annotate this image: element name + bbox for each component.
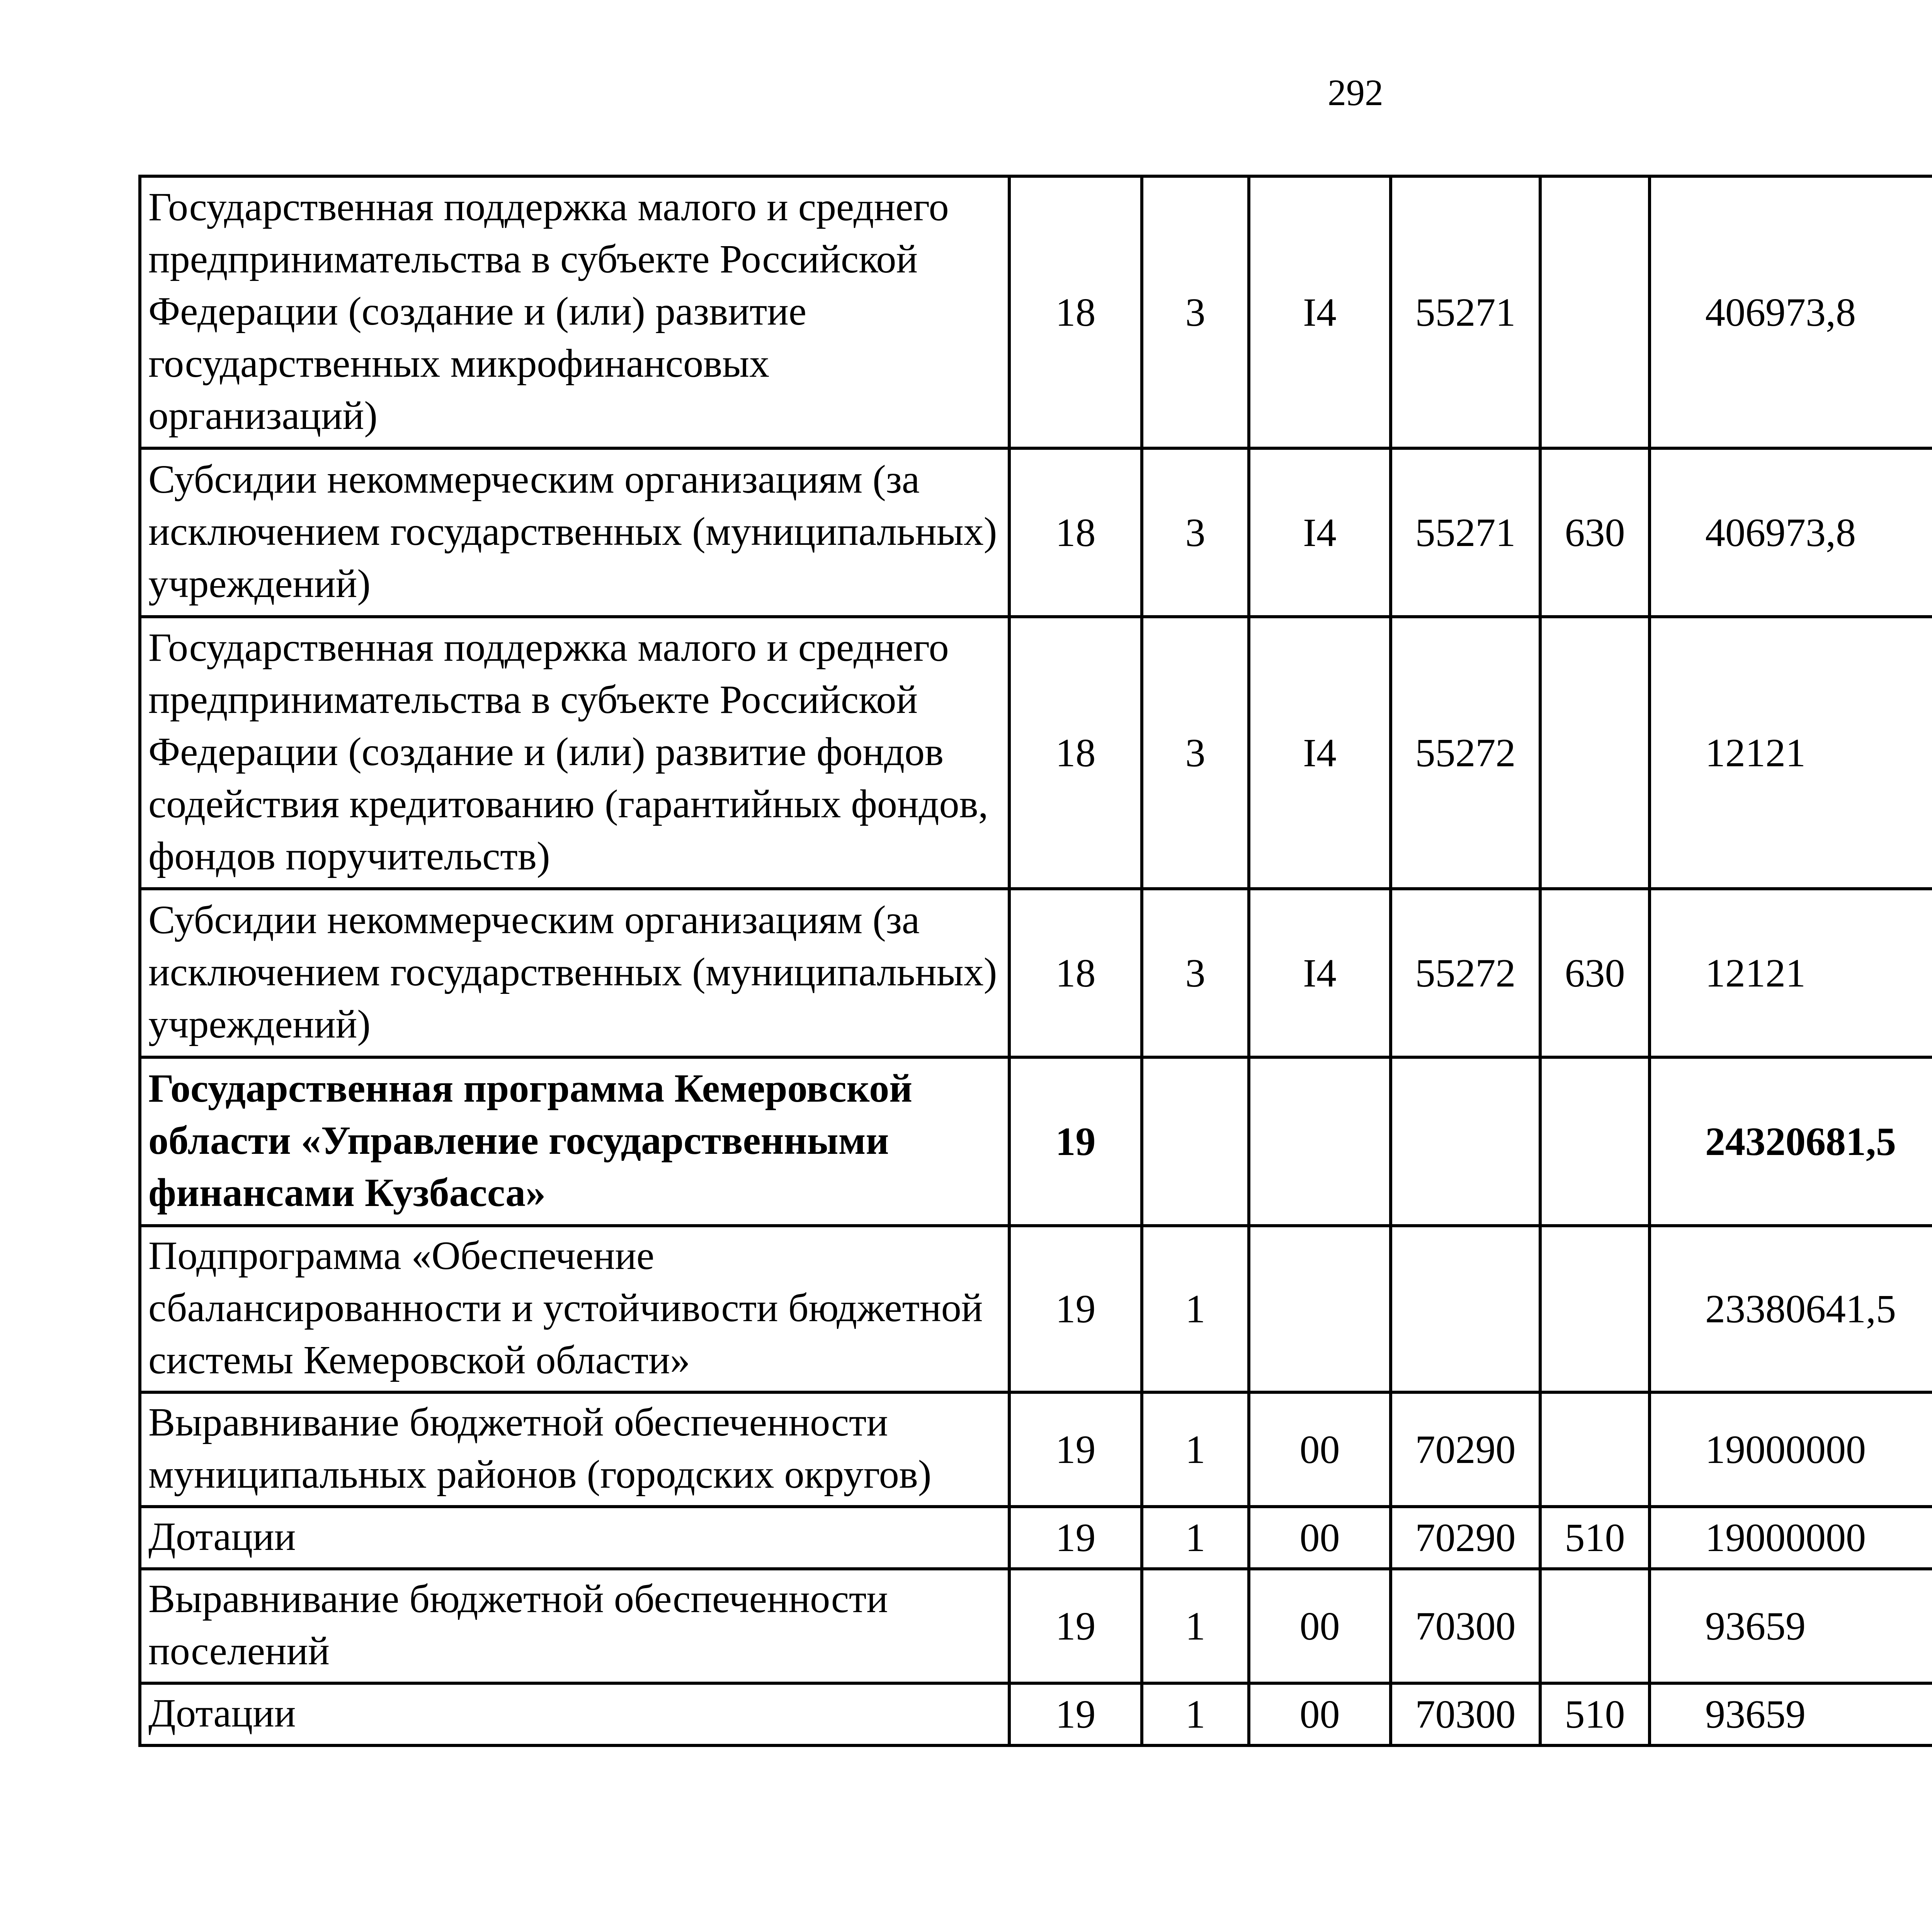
cell-subprogram: 1 bbox=[1142, 1226, 1249, 1392]
cell-name: Государственная поддержка малого и среднего предпринимательства в субъекте Российской Федерации (создание и (или) развитие фондов содействия кредитованию (гарантийных фондов, фондов поручительств) bbox=[140, 617, 1009, 889]
cell-direction: I4 bbox=[1249, 889, 1391, 1057]
table-row bbox=[140, 1569, 1932, 1683]
cell-program: 19 bbox=[1009, 1683, 1142, 1745]
cell-subprogram: 1 bbox=[1142, 1392, 1249, 1507]
cell-subprogram: 3 bbox=[1142, 889, 1249, 1057]
cell-amount-1: 406973,8 bbox=[1650, 176, 1932, 448]
cell-name: Подпрограмма «Обеспечение сбалансированности и устойчивости бюджетной системы Кемеровской области» bbox=[140, 1226, 1009, 1392]
cell-direction: 00 bbox=[1249, 1507, 1391, 1569]
cell-amount-1: 23380641,5 bbox=[1650, 1226, 1932, 1392]
cell-name: Дотации bbox=[140, 1507, 1009, 1569]
table-row bbox=[140, 889, 1932, 1057]
cell-amount-1: 93659 bbox=[1650, 1569, 1932, 1683]
cell-program: 19 bbox=[1009, 1569, 1142, 1683]
cell-name: Государственная программа Кемеровской области «Управление государственными финансами Кузбасса» bbox=[140, 1057, 1009, 1226]
cell-direction: I4 bbox=[1249, 176, 1391, 448]
cell-name: Субсидии некоммерческим организациям (за исключением государственных (муниципальных) учреждений) bbox=[140, 448, 1009, 617]
cell-program: 19 bbox=[1009, 1057, 1142, 1226]
cell-program: 18 bbox=[1009, 889, 1142, 1057]
cell-expense-type: 510 bbox=[1540, 1507, 1650, 1569]
cell-direction: 00 bbox=[1249, 1569, 1391, 1683]
cell-subprogram: 3 bbox=[1142, 617, 1249, 889]
table-row bbox=[140, 1226, 1932, 1392]
table-row bbox=[140, 617, 1932, 889]
table-row bbox=[140, 448, 1932, 617]
cell-expense-code: 55271 bbox=[1391, 448, 1540, 617]
cell-direction: 00 bbox=[1249, 1392, 1391, 1507]
cell-expense-type: 630 bbox=[1540, 448, 1650, 617]
cell-program: 19 bbox=[1009, 1507, 1142, 1569]
cell-program: 19 bbox=[1009, 1392, 1142, 1507]
page-number: 292 bbox=[1328, 72, 1383, 113]
cell-program: 18 bbox=[1009, 617, 1142, 889]
cell-name: Государственная поддержка малого и среднего предпринимательства в субъекте Российской Федерации (создание и (или) развитие государственных микрофинансовых организаций) bbox=[140, 176, 1009, 448]
cell-expense-code bbox=[1391, 1226, 1540, 1392]
cell-expense-type bbox=[1540, 1392, 1650, 1507]
cell-program: 19 bbox=[1009, 1226, 1142, 1392]
table-body bbox=[140, 176, 1932, 1745]
cell-expense-type bbox=[1540, 176, 1650, 448]
cell-direction: I4 bbox=[1249, 448, 1391, 617]
cell-subprogram: 1 bbox=[1142, 1683, 1249, 1745]
cell-expense-code: 55272 bbox=[1391, 617, 1540, 889]
cell-expense-code: 70300 bbox=[1391, 1683, 1540, 1745]
cell-expense-type bbox=[1540, 1569, 1650, 1683]
cell-subprogram: 3 bbox=[1142, 448, 1249, 617]
cell-subprogram bbox=[1142, 1057, 1249, 1226]
table-row bbox=[140, 1683, 1932, 1745]
cell-direction bbox=[1249, 1226, 1391, 1392]
cell-name: Выравнивание бюджетной обеспеченности муниципальных районов (городских округов) bbox=[140, 1392, 1009, 1507]
cell-direction: I4 bbox=[1249, 617, 1391, 889]
cell-amount-1: 12121 bbox=[1650, 617, 1932, 889]
cell-expense-code: 55272 bbox=[1391, 889, 1540, 1057]
budget-table bbox=[138, 175, 1932, 1747]
cell-expense-code bbox=[1391, 1057, 1540, 1226]
cell-direction: 00 bbox=[1249, 1683, 1391, 1745]
cell-expense-type bbox=[1540, 617, 1650, 889]
cell-amount-1: 406973,8 bbox=[1650, 448, 1932, 617]
cell-amount-1: 24320681,5 bbox=[1650, 1057, 1932, 1226]
cell-subprogram: 3 bbox=[1142, 176, 1249, 448]
table-row bbox=[140, 1392, 1932, 1507]
cell-name: Дотации bbox=[140, 1683, 1009, 1745]
cell-amount-1: 19000000 bbox=[1650, 1392, 1932, 1507]
cell-program: 18 bbox=[1009, 176, 1142, 448]
cell-name: Субсидии некоммерческим организациям (за исключением государственных (муниципальных) учреждений) bbox=[140, 889, 1009, 1057]
table-row bbox=[140, 1507, 1932, 1569]
cell-direction bbox=[1249, 1057, 1391, 1226]
cell-expense-type bbox=[1540, 1057, 1650, 1226]
cell-expense-code: 70290 bbox=[1391, 1507, 1540, 1569]
cell-amount-1: 19000000 bbox=[1650, 1507, 1932, 1569]
cell-amount-1: 12121 bbox=[1650, 889, 1932, 1057]
cell-subprogram: 1 bbox=[1142, 1569, 1249, 1683]
cell-program: 18 bbox=[1009, 448, 1142, 617]
cell-expense-code: 70300 bbox=[1391, 1569, 1540, 1683]
cell-expense-type bbox=[1540, 1226, 1650, 1392]
cell-expense-code: 70290 bbox=[1391, 1392, 1540, 1507]
cell-name: Выравнивание бюджетной обеспеченности поселений bbox=[140, 1569, 1009, 1683]
table-row bbox=[140, 176, 1932, 448]
cell-amount-1: 93659 bbox=[1650, 1683, 1932, 1745]
cell-expense-type: 510 bbox=[1540, 1683, 1650, 1745]
cell-expense-type: 630 bbox=[1540, 889, 1650, 1057]
table-row-program bbox=[140, 1057, 1932, 1226]
cell-expense-code: 55271 bbox=[1391, 176, 1540, 448]
cell-subprogram: 1 bbox=[1142, 1507, 1249, 1569]
